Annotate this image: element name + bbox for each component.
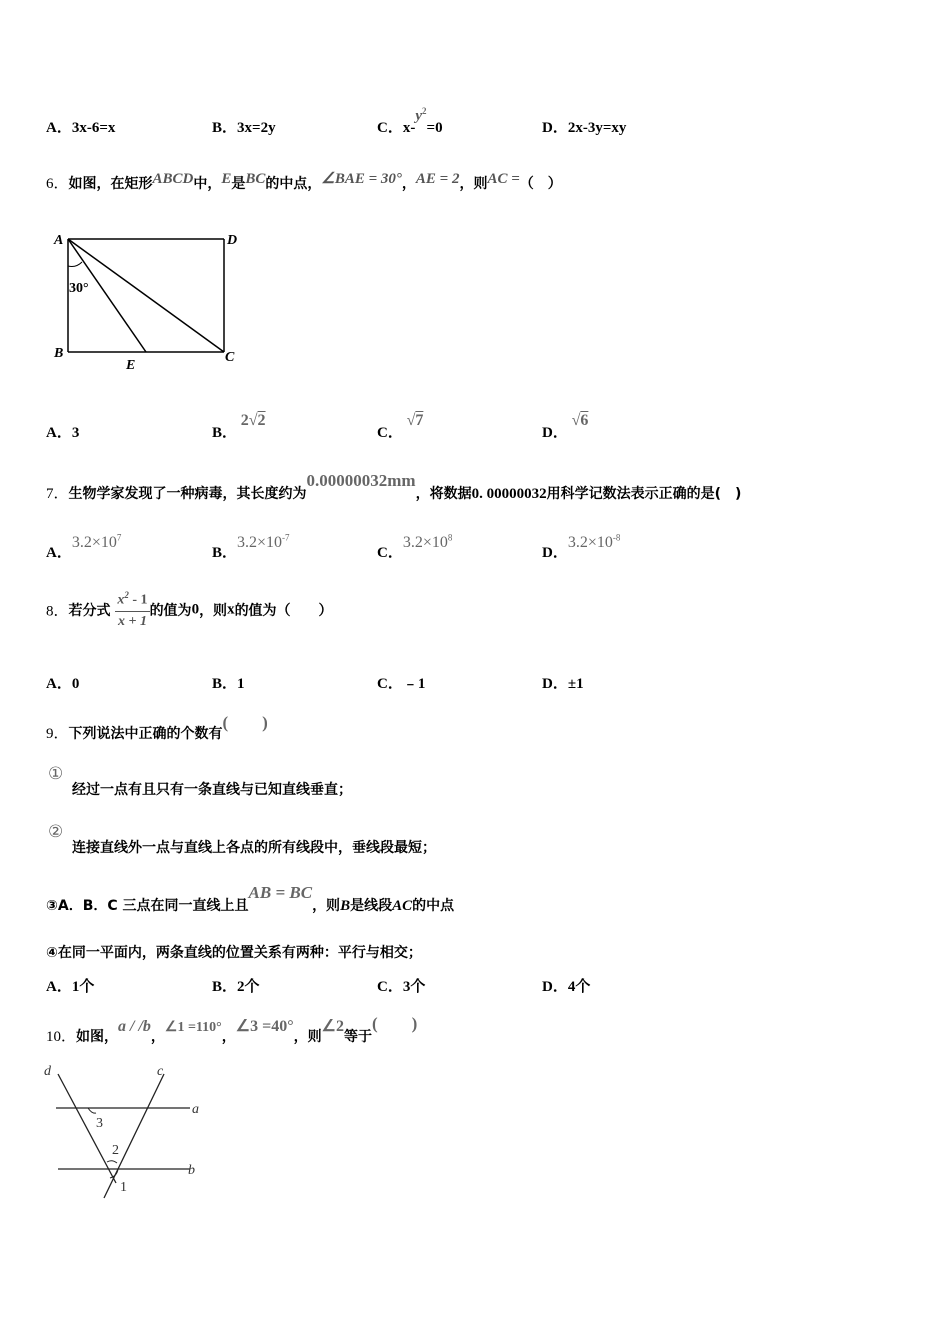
- label-d: d: [44, 1064, 51, 1079]
- q9-statement-2: 连接直线外一点与直线上各点的所有线段中，垂线段最短；: [72, 840, 436, 856]
- q5-option-b: B．3x=2y: [212, 120, 276, 136]
- label-c: c: [157, 1064, 164, 1079]
- q8-option-a: A．0: [46, 676, 80, 692]
- q8-option-c: C．﹣1: [377, 676, 426, 692]
- q9-statement-1-mark: ①: [48, 764, 64, 784]
- q7-option-c: C．$3.2\times 10^8$: [377, 532, 453, 561]
- q7-option-d: D．$3.2\times 10^{-8}$: [542, 532, 621, 561]
- q9-option-b: B．2个: [212, 979, 260, 995]
- q6-rectangle-figure: [50, 226, 250, 376]
- label-a: A: [54, 233, 64, 248]
- q6-option-a: A．3: [46, 425, 80, 441]
- q9-statement-3: ③A．B．C 三点在同一直线上且AB = BC，则B是线段AC的中点: [46, 883, 455, 914]
- q8-option-b: B．1: [212, 676, 245, 692]
- label-c: C: [225, 350, 235, 365]
- q8-fraction: $\frac{x^2 - 1}{x + 1}$: [117, 590, 148, 629]
- q7-option-b: B．$3.2\times 10^{-7}$: [212, 532, 290, 561]
- q9-statement-4: ④在同一平面内，两条直线的位置关系有两种：平行与相交；: [46, 945, 422, 961]
- angle-2-arc: [107, 1161, 117, 1163]
- q10-parallel-lines-figure: [40, 1058, 220, 1208]
- line-d: [58, 1074, 116, 1183]
- q9-statement-1: 经过一点有且只有一条直线与已知直线垂直；: [72, 782, 352, 798]
- q9-option-c: C．3个: [377, 979, 426, 995]
- angle-arc: [68, 262, 82, 267]
- line-c: [104, 1074, 164, 1198]
- label-angle: 30°: [69, 281, 89, 296]
- q6-option-d: D． √6: [542, 412, 589, 441]
- q7-stem: 7．生物学家发现了一种病毒，其长度约为0.00000032mm，将数据0. 00000032用科学记数法表示正确的是( ): [46, 471, 742, 502]
- q10-stem: 10．如图，a / /b，∠1 =110°，∠3 =40°，则∠2等于( ): [46, 1014, 418, 1045]
- label-b: b: [188, 1163, 195, 1178]
- q7-option-a: A．$3.2\times 10^7$: [46, 532, 122, 561]
- label-d: D: [227, 233, 238, 248]
- label-2: 2: [112, 1143, 119, 1158]
- q9-option-d: D．4个: [542, 979, 591, 995]
- q6-option-c: C． √7: [377, 412, 424, 441]
- label-3: 3: [96, 1116, 103, 1131]
- q9-statement-2-mark: ②: [48, 822, 64, 842]
- label-1: 1: [120, 1180, 127, 1195]
- label-a: a: [192, 1102, 199, 1117]
- q9-stem: 9．下列说法中正确的个数有( ): [46, 713, 268, 742]
- label-e: E: [126, 358, 136, 373]
- q5-option-d: D．2x-3y=xy: [542, 120, 627, 136]
- q8-option-d: D．±1: [542, 676, 584, 692]
- label-b: B: [54, 346, 64, 361]
- segment-ac: [68, 239, 224, 352]
- q8-stem: 8．若分式 $\frac{x^2 - 1}{x + 1}$ 的值为0，则x的值为（ ）: [46, 590, 333, 629]
- q5-option-c: C．$x-y^2=0$: [377, 106, 443, 136]
- q5-option-a: A．3x-6=x: [46, 120, 116, 136]
- q6-stem: 6．如图，在矩形ABCD中，E是BC的中点，∠BAE = 30°，AE = 2，则AC =（ ）: [46, 171, 562, 192]
- angle-3-arc: [88, 1108, 96, 1113]
- q9-option-a: A．1个: [46, 979, 95, 995]
- q6-option-b: B． 2√2: [212, 412, 266, 441]
